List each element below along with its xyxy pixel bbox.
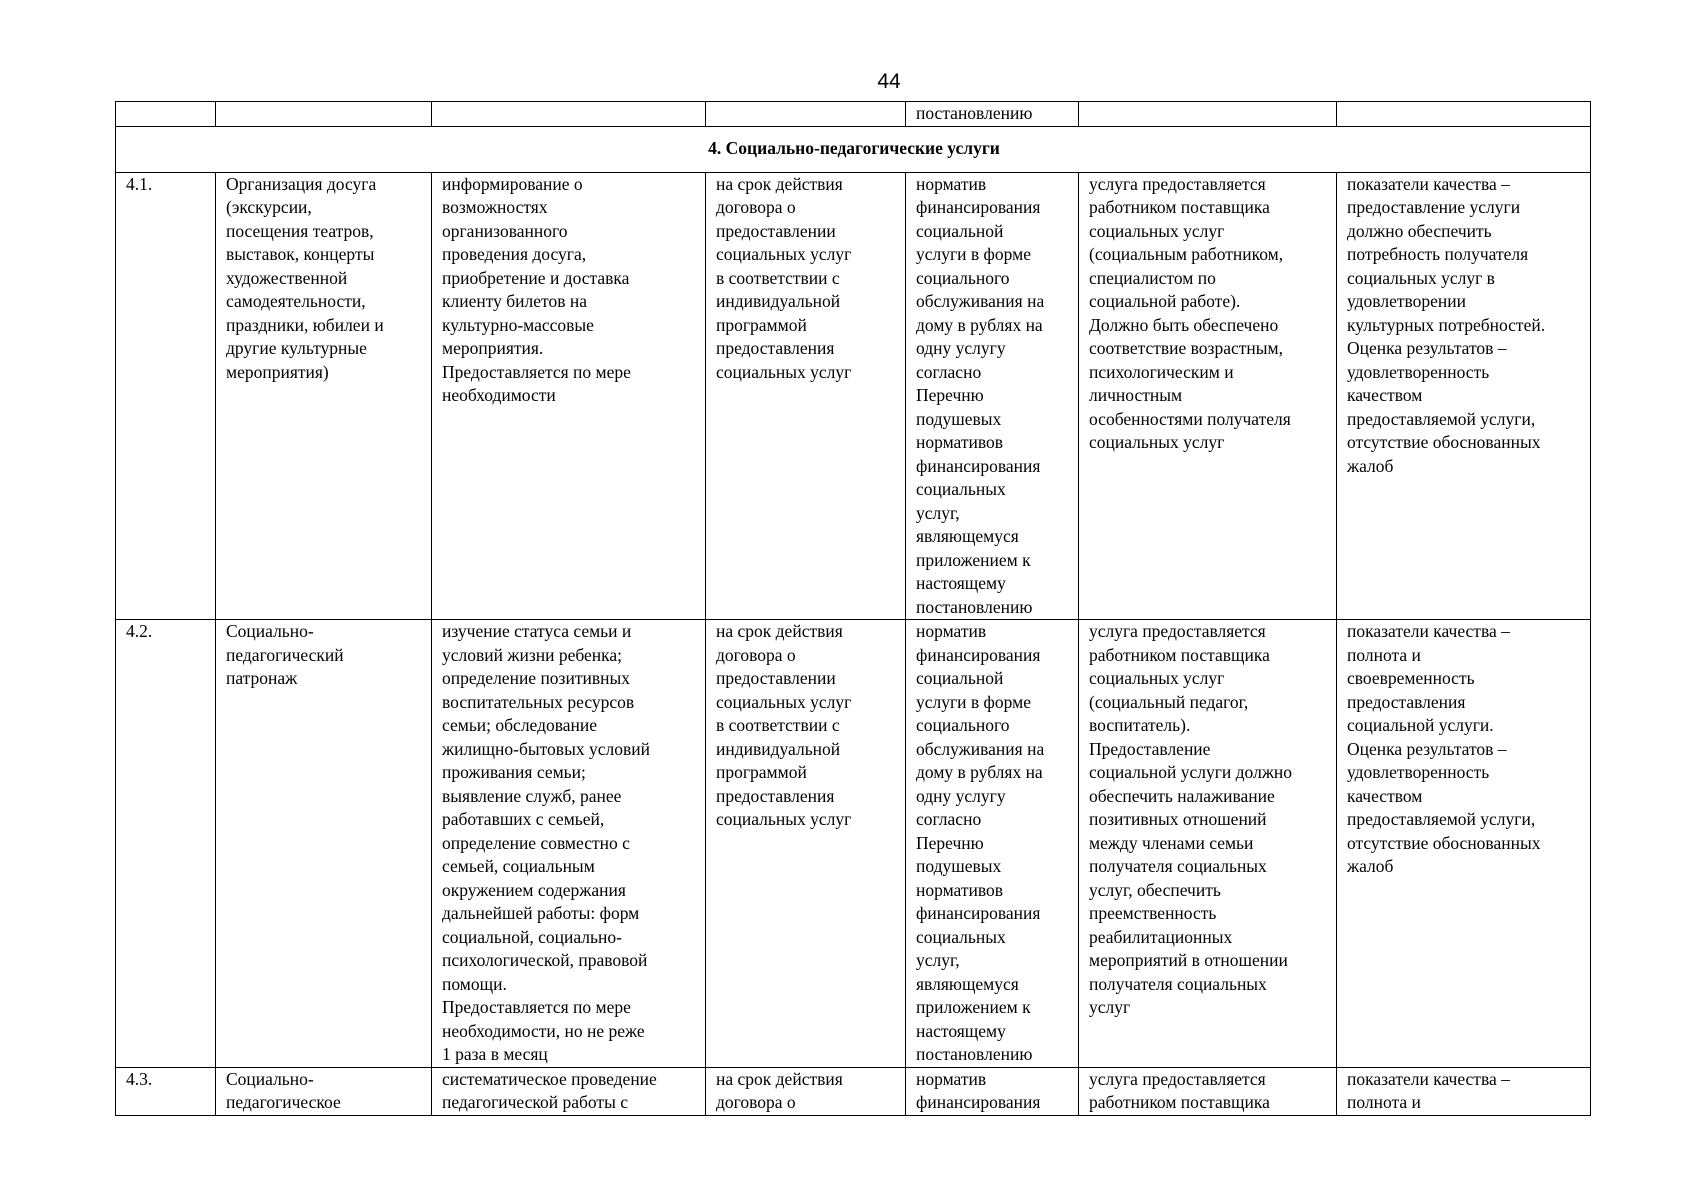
service-term: на срок действия договора о bbox=[706, 1067, 906, 1115]
service-description: информирование о возможностях организованного проведения досуга, приобретение и доставка клиенту билетов на культурно-массовые мероприятия. Предоставляется по мере необходимости bbox=[432, 172, 706, 620]
service-quality: показатели качества – предоставление услуги должно обеспечить потребность получателя социальных услуг в удовлетворении культурных потребностей. Оценка результатов – удовлетворенность качеством предоставляемой услуги, отсутствие обоснованных жалоб bbox=[1337, 172, 1591, 620]
service-quality: показатели качества – полнота и bbox=[1337, 1067, 1591, 1115]
table-row bbox=[116, 172, 1591, 620]
page-number: 44 bbox=[877, 70, 901, 93]
table-cell bbox=[706, 102, 906, 127]
table-cell bbox=[1337, 102, 1591, 127]
service-conditions: услуга предоставляется работником поставщика bbox=[1079, 1067, 1337, 1115]
table-cell: постановлению bbox=[906, 102, 1079, 127]
table-row-continuation bbox=[116, 102, 1591, 127]
table-cell bbox=[216, 102, 432, 127]
service-norm: норматив финансирования социальной услуги в форме социального обслуживания на дому в рублях на одну услугу согласно Перечню подушевых нормативов финансирования социальных услуг, являющемуся приложением к настоящему постановлению bbox=[906, 172, 1079, 620]
table-row bbox=[116, 1067, 1591, 1115]
table-cell bbox=[1079, 102, 1337, 127]
section-title: 4. Социально-педагогические услуги bbox=[116, 126, 1591, 172]
service-description: систематическое проведение педагогической работы с bbox=[432, 1067, 706, 1115]
service-norm: норматив финансирования социальной услуги в форме социального обслуживания на дому в рублях на одну услугу согласно Перечню подушевых нормативов финансирования социальных услуг, являющемуся приложением к настоящему постановлению bbox=[906, 620, 1079, 1068]
social-services-table bbox=[115, 101, 1591, 1116]
service-norm: норматив финансирования bbox=[906, 1067, 1079, 1115]
service-description: изучение статуса семьи и условий жизни ребенка; определение позитивных воспитательных ресурсов семьи; обследование жилищно-бытовых условий проживания семьи; выявление служб, ранее работавших с семьей, определение совместно с семьей, социальным окружением содержания дальнейшей работы: форм социальной, социально- психологической, правовой помощи. Предоставляется по мере необходимости, но не реже 1 раза в месяц bbox=[432, 620, 706, 1068]
service-number: 4.2. bbox=[116, 620, 216, 1068]
service-name: Социально- педагогический патронаж bbox=[216, 620, 432, 1068]
table-row bbox=[116, 620, 1591, 1068]
service-conditions: услуга предоставляется работником поставщика социальных услуг (социальный педагог, воспитатель). Предоставление социальной услуги должно обеспечить налаживание позитивных отношений между членами семьи получателя социальных услуг, обеспечить преемственность реабилитационных мероприятий в отношении получателя социальных услуг bbox=[1079, 620, 1337, 1068]
service-quality: показатели качества – полнота и своевременность предоставления социальной услуги. Оценка результатов – удовлетворенность качеством предоставляемой услуги, отсутствие обоснованных жалоб bbox=[1337, 620, 1591, 1068]
service-term: на срок действия договора о предоставлении социальных услуг в соответствии с индивидуальной программой предоставления социальных услуг bbox=[706, 172, 906, 620]
service-conditions: услуга предоставляется работником поставщика социальных услуг (социальным работником, специалистом по социальной работе). Должно быть обеспечено соответствие возрастным, психологическим и личностным особенностями получателя социальных услуг bbox=[1079, 172, 1337, 620]
service-number: 4.3. bbox=[116, 1067, 216, 1115]
service-name: Организация досуга (экскурсии, посещения театров, выставок, концерты художественной самодеятельности, праздники, юбилеи и другие культурные мероприятия) bbox=[216, 172, 432, 620]
table-cell bbox=[116, 102, 216, 127]
service-term: на срок действия договора о предоставлении социальных услуг в соответствии с индивидуальной программой предоставления социальных услуг bbox=[706, 620, 906, 1068]
service-number: 4.1. bbox=[116, 172, 216, 620]
service-name: Социально- педагогическое bbox=[216, 1067, 432, 1115]
table-cell bbox=[432, 102, 706, 127]
section-header-row bbox=[116, 126, 1591, 172]
